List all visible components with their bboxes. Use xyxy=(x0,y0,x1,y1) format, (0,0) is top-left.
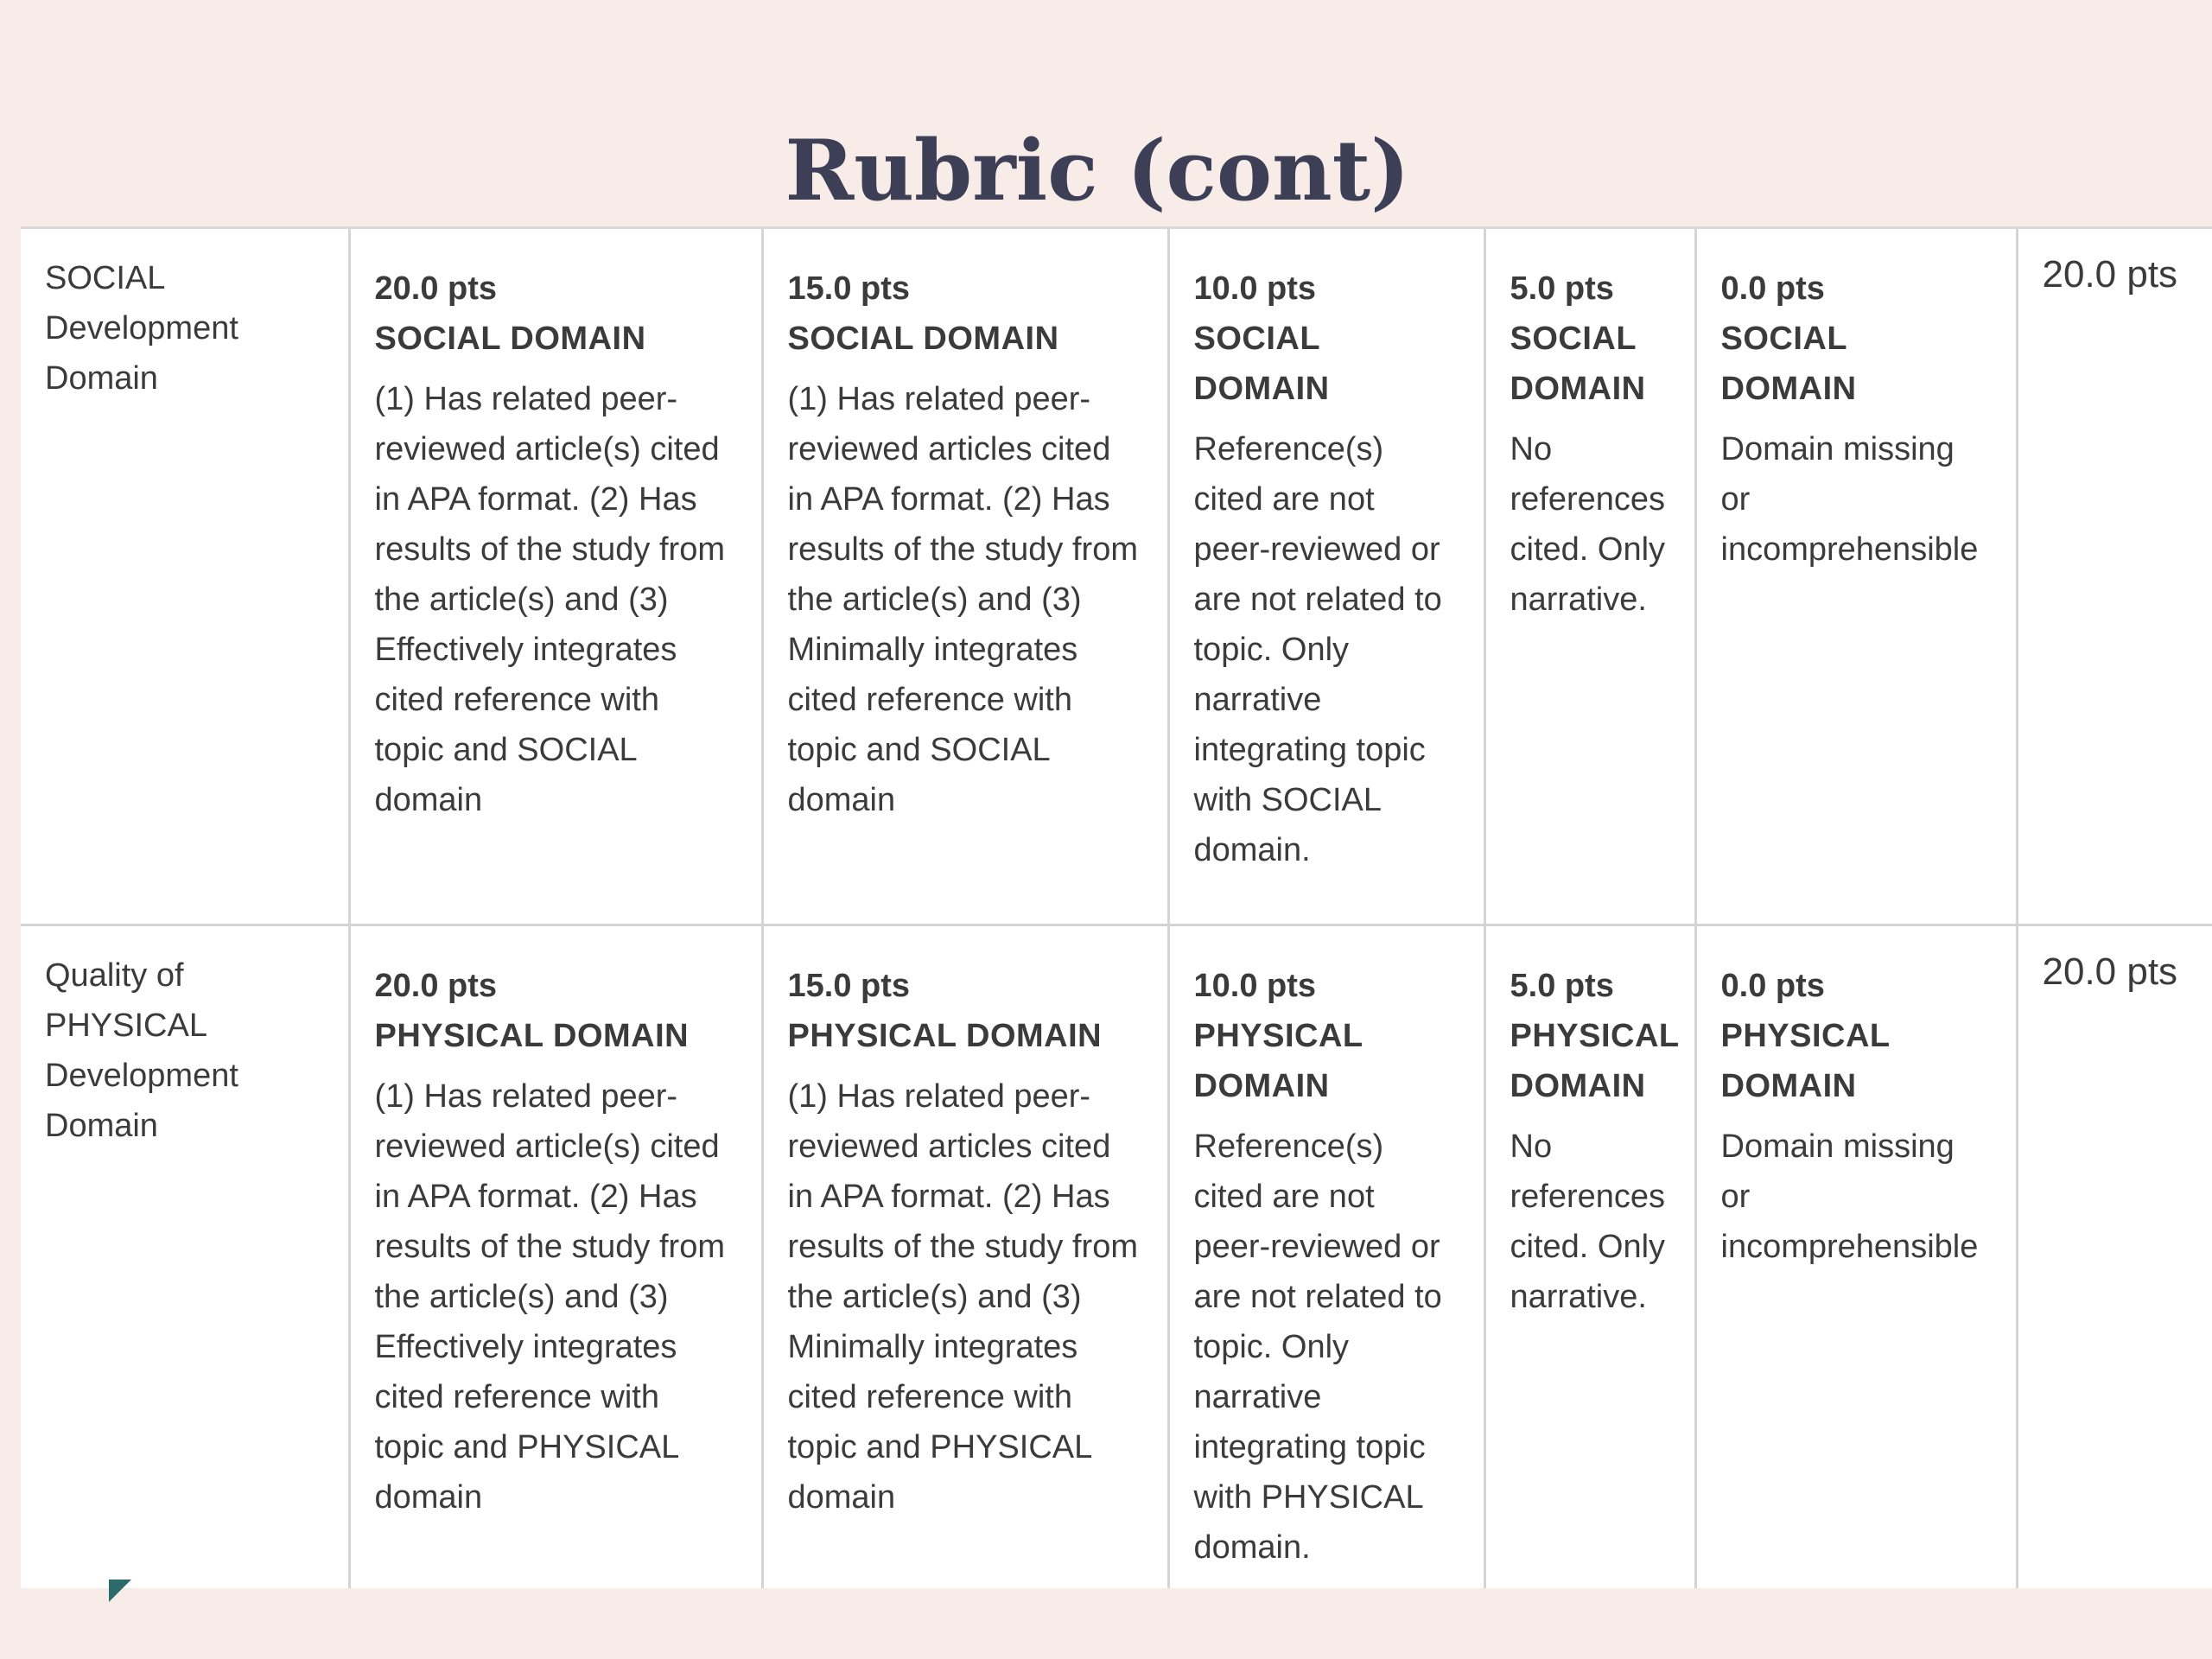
rating-points: 0.0 pts xyxy=(1720,967,1825,1004)
rubric-row-physical xyxy=(21,925,2212,1588)
rating-cell xyxy=(1695,229,2017,925)
rating-cell xyxy=(1695,925,2017,1588)
rating-description: No references cited. Only narrative. xyxy=(1510,431,1666,618)
criterion-cell: Quality of PHYSICAL Development Domain xyxy=(21,925,349,1588)
slide-title: Rubric (cont) xyxy=(785,122,1410,219)
rating-title: SOCIAL DOMAIN xyxy=(787,321,1059,357)
rating-title: PHYSICAL DOMAIN xyxy=(374,1017,690,1054)
rating-title: PHYSICAL DOMAIN xyxy=(787,1017,1103,1054)
rating-points: 10.0 pts xyxy=(1193,967,1317,1004)
rating-description: Reference(s) cited are not peer-reviewed or are not related to topic. Only narrative integrating topic with PHYSICAL domain. xyxy=(1193,1128,1442,1566)
rating-points: 20.0 pts xyxy=(374,270,498,307)
rubric-table-container xyxy=(21,226,2212,1588)
rating-cell xyxy=(762,229,1168,925)
rating-description: Domain missing or incomprehensible xyxy=(1720,1128,1979,1265)
rating-points: 20.0 pts xyxy=(374,967,498,1004)
rating-description: Domain missing or incomprehensible xyxy=(1720,431,1979,568)
rating-cell xyxy=(1484,229,1695,925)
rating-title: PHYSICAL DOMAIN xyxy=(1193,1017,1363,1104)
criterion-total-points: 20.0 pts xyxy=(2017,229,2212,925)
rating-points: 15.0 pts xyxy=(787,967,911,1004)
rating-cell xyxy=(349,229,762,925)
rating-points: 10.0 pts xyxy=(1193,270,1317,307)
rating-description: No references cited. Only narrative. xyxy=(1510,1128,1666,1315)
rating-description: (1) Has related peer-reviewed articles cited in APA format. (2) Has results of the study from the article(s) and (3) Minimally integrates cited reference with topic and PHYSICAL domain xyxy=(787,1077,1138,1516)
rating-cell xyxy=(762,925,1168,1588)
rating-title: SOCIAL DOMAIN xyxy=(1720,321,1857,407)
rubric-table xyxy=(21,229,2212,1588)
criterion-total-points: 20.0 pts xyxy=(2017,925,2212,1588)
rating-cell xyxy=(1168,925,1484,1588)
rating-description: (1) Has related peer-reviewed article(s) cited in APA format. (2) Has results of the study from the article(s) and (3) Effectively integrates cited reference with topic and SOCIAL domain xyxy=(374,381,725,818)
decorative-triangle-icon xyxy=(109,1580,131,1602)
rating-cell xyxy=(1168,229,1484,925)
rating-description: Reference(s) cited are not peer-reviewed or are not related to topic. Only narrative integrating topic with SOCIAL domain. xyxy=(1193,431,1442,868)
rating-cell xyxy=(1484,925,1695,1588)
rating-title: PHYSICAL DOMAIN xyxy=(1720,1017,1890,1104)
rating-title: SOCIAL DOMAIN xyxy=(1510,321,1646,407)
rating-points: 15.0 pts xyxy=(787,270,911,307)
rating-title: PHYSICAL DOMAIN xyxy=(1510,1017,1679,1104)
rating-description: (1) Has related peer-reviewed articles cited in APA format. (2) Has results of the study from the article(s) and (3) Minimally integrates cited reference with topic and SOCIAL domain xyxy=(787,381,1138,818)
rating-cell xyxy=(349,925,762,1588)
rating-description: (1) Has related peer-reviewed article(s) cited in APA format. (2) Has results of the study from the article(s) and (3) Effectively integrates cited reference with topic and PHYSICAL domain xyxy=(374,1077,725,1516)
rating-title: SOCIAL DOMAIN xyxy=(374,321,646,357)
rating-points: 5.0 pts xyxy=(1510,967,1614,1004)
rating-points: 5.0 pts xyxy=(1510,270,1614,307)
rubric-row-social xyxy=(21,229,2212,925)
criterion-cell: SOCIAL Development Domain xyxy=(21,229,349,925)
rating-points: 0.0 pts xyxy=(1720,270,1825,307)
rating-title: SOCIAL DOMAIN xyxy=(1193,321,1330,407)
